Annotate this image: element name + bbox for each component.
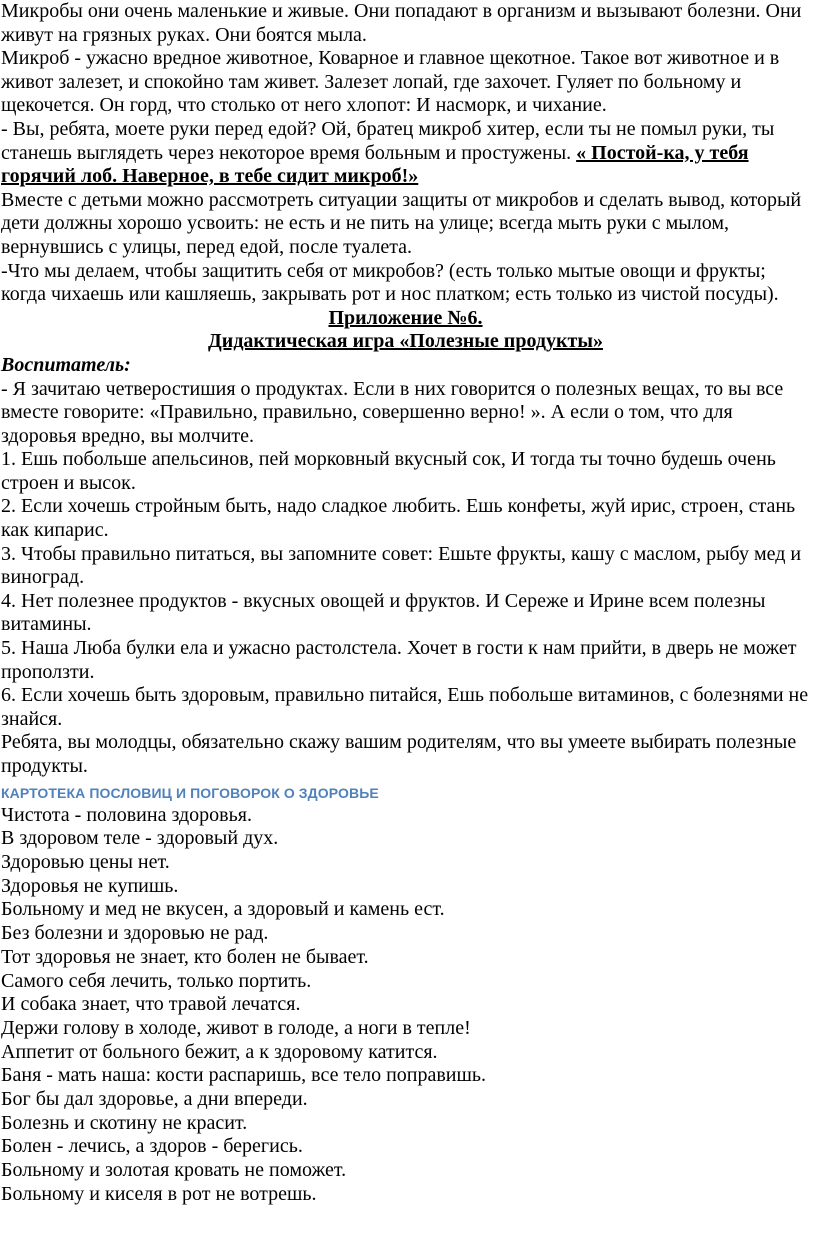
closing-remark: Ребята, вы молодцы, обязательно скажу вашим родителям, что вы умеете выбирать полезные продукты. — [1, 731, 797, 777]
proverb-item: Без болезни и здоровью не рад. — [1, 922, 269, 945]
quatrain-item: 6. Если хочешь быть здоровым, правильно питайся, Ешь побольше витаминов, с болезнями не знайся. — [1, 684, 809, 730]
intro-paragraph-1: Микробы они очень маленькие и живые. Они попадают в организм и вызывают болезни. Они живут на грязных руках. Они боятся мыла. — [1, 0, 802, 46]
speaker-label: Воспитатель: — [1, 353, 131, 376]
game-instruction: - Я зачитаю четверостишия о продуктах. Если в них говорится о полезных вещах, то вы все вместе говорите: «Правильно, правильно, совершенно верно! ». А если о том, что для здоровья вредно, вы молчите. — [1, 377, 784, 447]
proverb-item: Здоровью цены нет. — [1, 851, 170, 873]
quatrain-item: 4. Нет полезнее продуктов - вкусных овощей и фруктов. И Сереже и Ирине всем полезны витамины. — [1, 589, 766, 636]
quatrain-list — [1, 448, 810, 731]
proverb-item: Болен - лечись, а здоров - берегись. — [1, 1135, 303, 1158]
intro-paragraph-3-text: - Вы, ребята, моете руки перед едой? Ой, братец микроб хитер, если ты не помыл руки, ты станешь выглядеть через некоторое время больным и простужены. — [1, 117, 775, 164]
intro-paragraph-5: -Что мы делаем, чтобы защитить себя от микробов? (есть только мытые овощи и фрукты; когда чихаешь или кашляешь, закрывать рот и нос платком; есть только из чистой посуды). — [1, 259, 779, 306]
proverb-item: Самого себя лечить, только портить. — [1, 969, 312, 992]
proverb-item: Больному и мед не вкусен, а здоровый и камень ест. — [1, 898, 445, 921]
proverbs-list — [1, 804, 810, 1207]
proverbs-heading: КАРТОТЕКА ПОСЛОВИЦ И ПОГОВОРОК О ЗДОРОВЬЕ — [1, 784, 379, 801]
intro-paragraph-3 — [1, 118, 810, 189]
quatrain-item: 2. Если хочешь стройным быть, надо сладкое любить. Ешь конфеты, жуй ирис, строен, стань как кипарис. — [1, 495, 796, 542]
quatrain-item: 1. Ешь побольше апельсинов, пей морковный вкусный сок, И тогда ты точно будешь очень строен и высок. — [1, 448, 776, 494]
proverb-item: Болезнь и скотину не красит. — [1, 1111, 248, 1134]
proverb-item: Бог бы дал здоровье, а дни впереди. — [1, 1088, 308, 1111]
proverb-item: Больному и золотая кровать не поможет. — [1, 1159, 347, 1182]
proverb-item: Больному и киселя в рот не вотрешь. — [1, 1182, 317, 1205]
proverb-item: Здоровья не купишь. — [1, 874, 179, 897]
appendix-subtitle: Дидактическая игра «Полезные продукты» — [208, 330, 603, 353]
intro-paragraph-3-emphasis: « Постой-ка, у тебя горячий лоб. Наверное, в тебе сидит микроб!» — [1, 141, 749, 188]
proverb-item: В здоровом теле - здоровый дух. — [1, 827, 279, 850]
proverb-item: И собака знает, что травой лечатся. — [1, 993, 301, 1016]
proverb-item: Аппетит от больного бежит, а к здоровому катится. — [1, 1040, 438, 1063]
appendix-title: Приложение №6. — [328, 306, 483, 329]
intro-paragraph-2: Микроб - ужасно вредное животное, Коварное и главное щекотное. Такое вот животное и в живот залезет, и спокойно там живет. Залезет лопай, где захочет. Гуляет по больному и щекочется. Он горд, что столько от него хлопот: И насморк, и чихание. — [1, 47, 780, 117]
proverb-item: Чистота - половина здоровья. — [1, 803, 252, 826]
intro-paragraph-4: Вместе с детьми можно рассмотреть ситуации защиты от микробов и сделать вывод, который дети должны хорошо усвоить: не есть и не пить на улице; всегда мыть руки с мылом, вернувшись с улицы, перед едой, после туалета. — [1, 188, 802, 258]
proverb-item: Тот здоровья не знает, кто болен не бывает. — [1, 945, 369, 968]
quatrain-item: 5. Наша Люба булки ела и ужасно растолстела. Хочет в гости к нам прийти, в дверь не может проползти. — [1, 637, 797, 683]
proverb-item: Баня - мать наша: кости распаришь, все тело поправишь. — [1, 1064, 487, 1087]
quatrain-item: 3. Чтобы правильно питаться, вы запомните совет: Ешьте фрукты, кашу с маслом, рыбу мед и виноград. — [1, 542, 802, 589]
proverb-item: Держи голову в холоде, живот в голоде, а ноги в тепле! — [1, 1016, 471, 1039]
